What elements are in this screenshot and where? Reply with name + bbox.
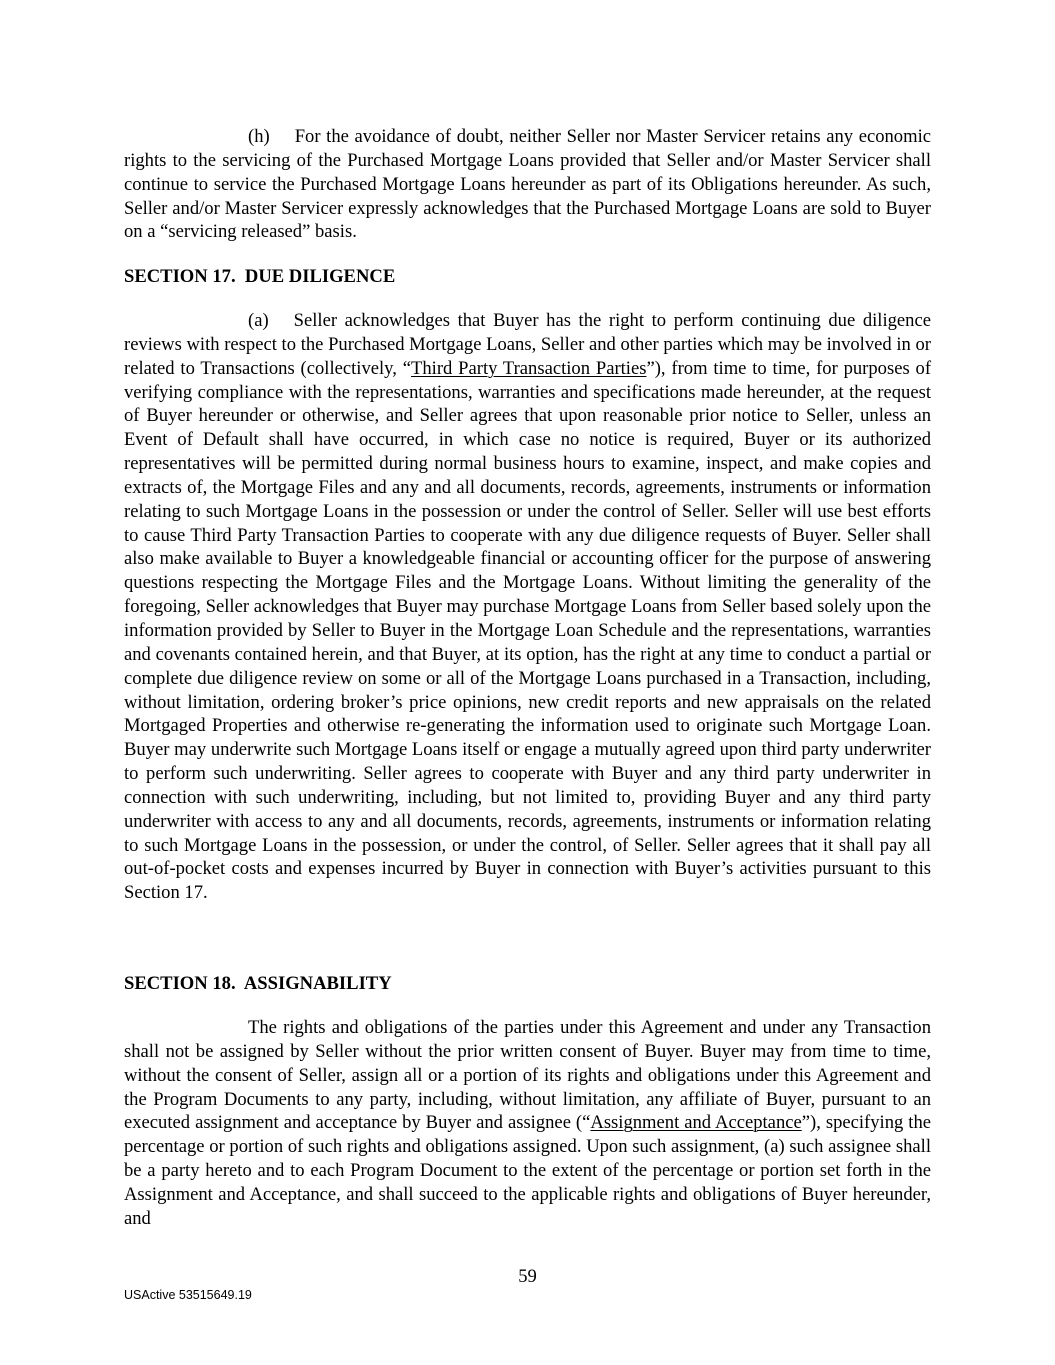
paragraph-a-text-after: ”), from time to time, for purposes of verifying compliance with the representations, warranties and specifications made hereunder, at the request of Buyer hereunder or otherwise, and Seller agrees that upon reasonable prior notice to Seller, unless an Event of Default shall have occurred, in which case no notice is required, Buyer or its authorized representatives will be permitted during normal business hours to examine, inspect, and make copies and extracts of, the Mortgage Files and any and all documents, records, agreements, instruments or information relating to such Mortgage Loans in the possession or under the control of Seller. Seller will use best efforts to cause Third Party Transaction Parties to cooperate with any due diligence requests of Buyer. Seller shall also make available to Buyer a knowledgeable financial or accounting officer for the purpose of answering questions respecting the Mortgage Files and the Mortgage Loans. Without limiting the generality of the foregoing, Seller acknowledges that Buyer may purchase Mortgage Loans from Seller based solely upon the information provided by Seller to Buyer in the Mortgage Loan Schedule and the representations, warranties and covenants contained herein, and that Buyer, at its option, has the right at any time to conduct a partial or complete due diligence review on some or all of the Mortgage Loans purchased in a Transaction, including, without limitation, ordering broker’s price opinions, new credit reports and new appraisals on the related Mortgaged Properties and otherwise re-generating the information used to originate such Mortgage Loan. Buyer may underwrite such Mortgage Loans itself or engage a mutually agreed upon third party underwriter to perform such underwriting. Seller agrees to cooperate with Buyer and any third party underwriter in connection with such underwriting, including, but not limited to, providing Buyer and any third party underwriter with access to any and all documents, records, agreements, instruments or information relating to such Mortgage Loans in the possession, or under the control, of Seller. Seller agrees that it shall pay all out-of-pocket costs and expenses incurred by Buyer in connection with Buyer’s activities pursuant to this Section 17. (124, 357, 932, 904)
section-18-paragraph (124, 1016, 931, 1231)
section-18-heading: SECTION 18. ASSIGNABILITY (124, 973, 392, 994)
document-id: USActive 53515649.19 (124, 1288, 252, 1302)
paragraph-a-text-before: Seller acknowledges that Buyer has the right to perform continuing due diligence reviews with respect to the Purchased Mortgage Loans, Seller and other parties which may be involved in or related to Transactions (collectively, “ (124, 310, 931, 379)
paragraph-h-text: For the avoidance of doubt, neither Seller nor Master Servicer retains any economic rights to the servicing of the Purchased Mortgage Loans provided that Seller and/or Master Servicer shall continue to service the Purchased Mortgage Loans hereunder as part of its Obligations hereunder. As such, Seller and/or Master Servicer expressly acknowledges that the Purchased Mortgage Loans are sold to Buyer on a “servicing released” basis. (124, 126, 931, 243)
section-18-text-after: ”), specifying the percentage or portion of such rights and obligations assigned. Upon such assignment, (a) such assignee shall be a party hereto and to each Program Document to the extent of the percentage or portion set forth in the Assignment and Acceptance, and shall succeed to the applicable rights and obligations of Buyer hereunder, and (124, 1112, 932, 1229)
paragraph-a-label: (a) (248, 310, 269, 331)
paragraph-h-label: (h) (248, 126, 270, 147)
paragraph-h (124, 125, 931, 244)
defined-term-assignment-and-acceptance: Assignment and Acceptance (590, 1112, 802, 1134)
section-18-text-before: The rights and obligations of the parties under this Agreement and under any Transaction shall not be assigned by Seller without the prior written consent of Buyer. Buyer may from time to time, without the consent of Seller, assign all or a portion of its rights and obligations under this Agreement and the Program Documents to any party, including, without limitation, any affiliate of Buyer, pursuant to an executed assignment and acceptance by Buyer and assignee (“ (124, 1017, 931, 1134)
section-17-paragraph-a (124, 309, 931, 905)
page-number: 59 (518, 1266, 537, 1287)
section-17-heading: SECTION 17. DUE DILIGENCE (124, 266, 396, 287)
defined-term-third-party-transaction-parties: Third Party Transaction Parties (411, 357, 647, 379)
